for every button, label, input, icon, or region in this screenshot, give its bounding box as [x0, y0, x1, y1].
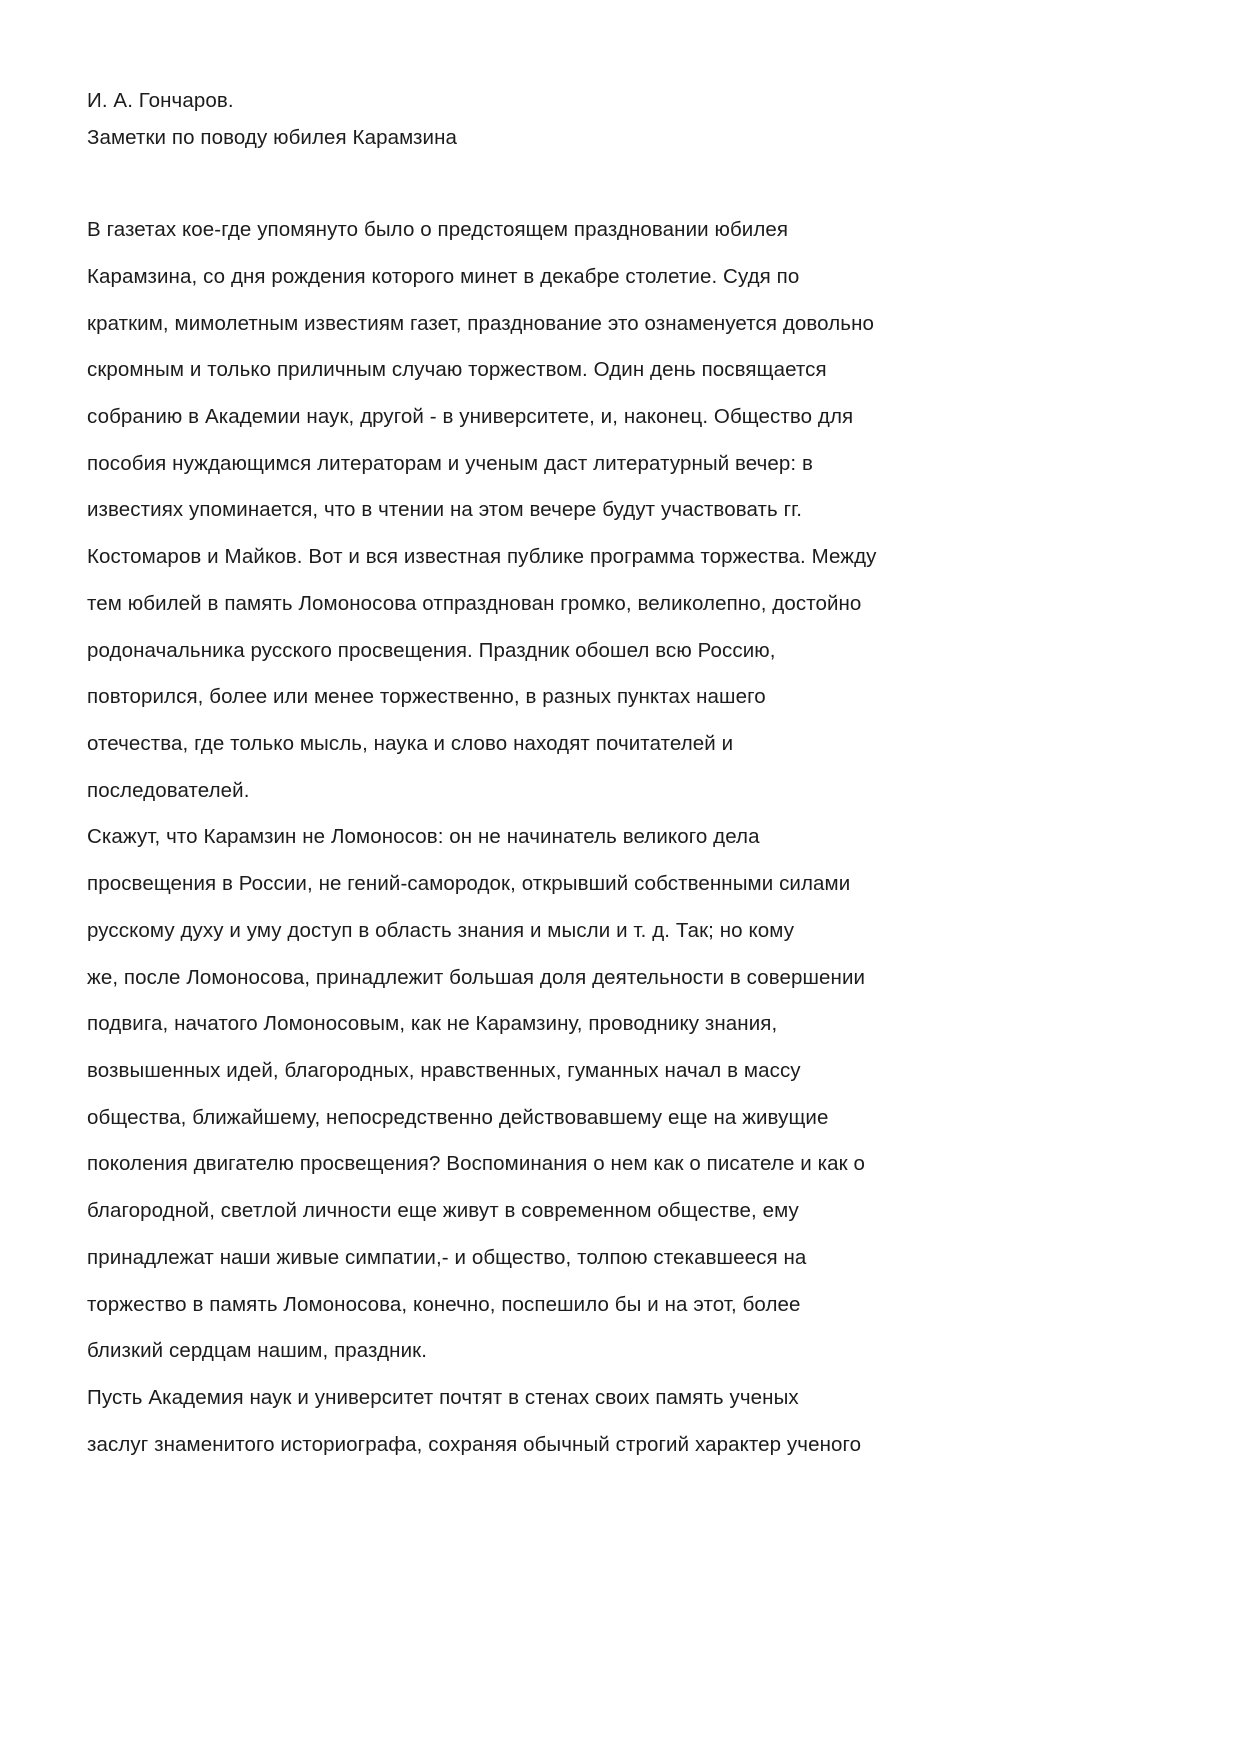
body-line: родоначальника русского просвещения. Праздник обошел всю Россию,	[87, 639, 776, 662]
body-line: русскому духу и уму доступ в область знания и мысли и т. д. Так; но кому	[87, 919, 795, 942]
body-line: поколения двигателю просвещения? Воспоминания о нем как о писателе и как о	[87, 1152, 865, 1175]
body-line: Карамзина, со дня рождения которого минет в декабре столетие. Судя по	[87, 265, 800, 288]
body-line: просвещения в России, не гений-самородок, открывший собственными силами	[87, 872, 851, 895]
body-line: близкий сердцам нашим, праздник.	[87, 1339, 427, 1362]
body-line: общества, ближайшему, непосредственно действовавшему еще на живущие	[87, 1106, 829, 1129]
body-line: Скажут, что Карамзин не Ломоносов: он не начинатель великого дела	[87, 825, 760, 848]
body-line: Костомаров и Майков. Вот и вся известная публике программа торжества. Между	[87, 545, 877, 568]
body-line: последователей.	[87, 779, 250, 802]
body-line: же, после Ломоносова, принадлежит большая доля деятельности в совершении	[87, 966, 866, 989]
document-title: Заметки по поводу юбилея Карамзина	[87, 126, 458, 149]
body-line: благородной, светлой личности еще живут в современном обществе, ему	[87, 1199, 799, 1222]
body-line: пособия нуждающимся литераторам и ученым даст литературный вечер: в	[87, 452, 813, 475]
body-line: подвига, начатого Ломоносовым, как не Карамзину, проводнику знания,	[87, 1012, 778, 1035]
body-line: отечества, где только мысль, наука и слово находят почитателей и	[87, 732, 734, 755]
body-line: скромным и только приличным случаю торжеством. Один день посвящается	[87, 358, 827, 381]
body-line: тем юбилей в память Ломоносова отпразднован громко, великолепно, достойно	[87, 592, 862, 615]
body-line: заслуг знаменитого историографа, сохраняя обычный строгий характер ученого	[87, 1433, 862, 1456]
body-line: принадлежат наши живые симпатии,- и общество, толпою стекавшееся на	[87, 1246, 807, 1269]
body-line: возвышенных идей, благородных, нравственных, гуманных начал в массу	[87, 1059, 801, 1082]
author-line: И. А. Гончаров.	[87, 89, 234, 112]
body-line: кратким, мимолетным известиям газет, празднование это ознаменуется довольно	[87, 312, 874, 335]
body-line: Пусть Академия наук и университет почтят в стенах своих память ученых	[87, 1386, 799, 1409]
body-line: известиях упоминается, что в чтении на этом вечере будут участвовать гг.	[87, 498, 803, 521]
body-line: повторился, более или менее торжественно, в разных пунктах нашего	[87, 685, 766, 708]
body-line: торжество в память Ломоносова, конечно, поспешило бы и на этот, более	[87, 1293, 801, 1316]
body-line: В газетах кое-где упомянуто было о предстоящем праздновании юбилея	[87, 218, 789, 241]
body-line: собранию в Академии наук, другой - в университете, и, наконец. Общество для	[87, 405, 854, 428]
